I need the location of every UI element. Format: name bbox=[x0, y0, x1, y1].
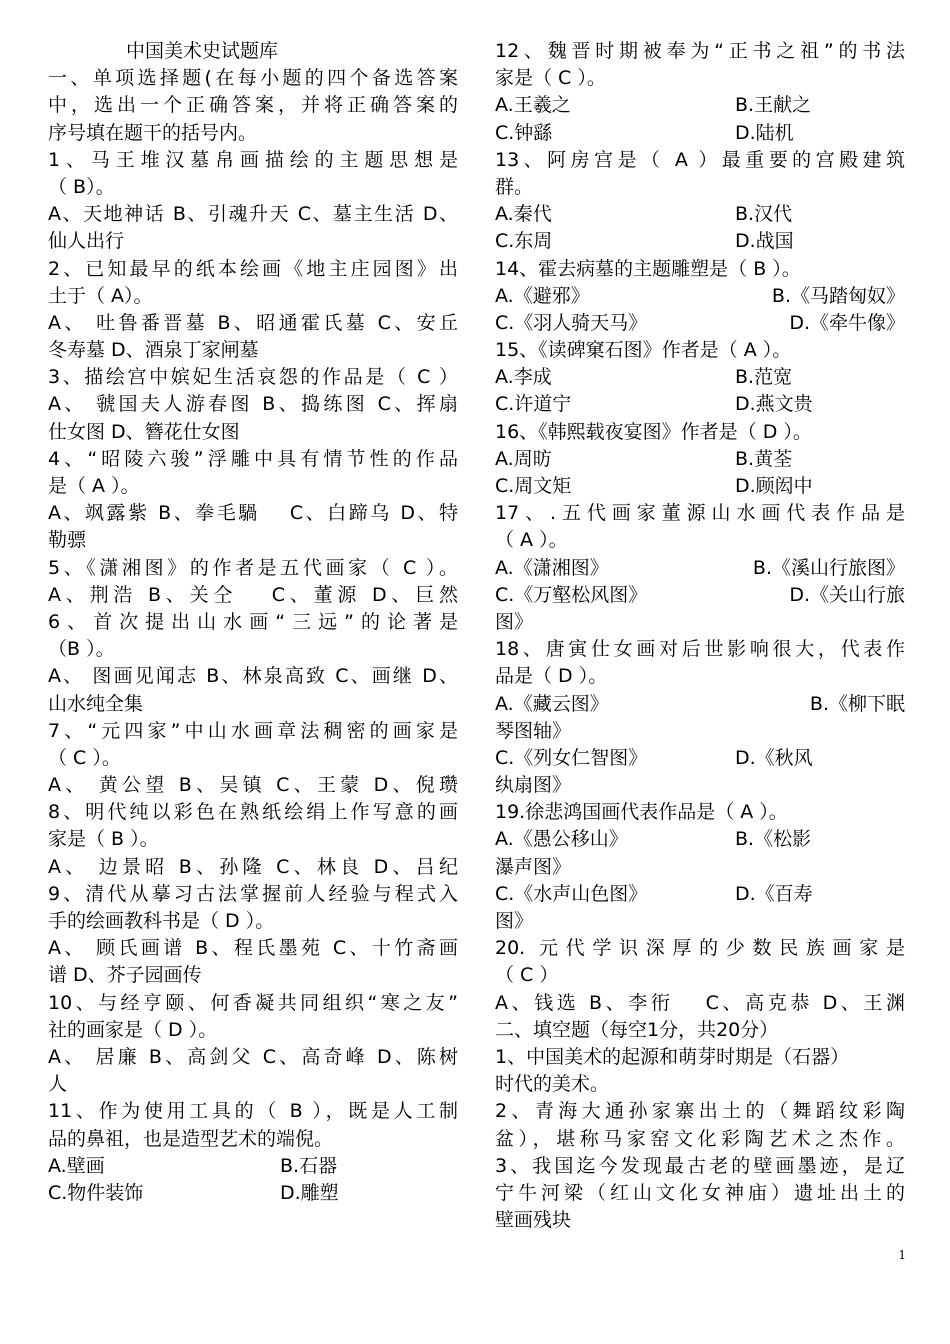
text-line: 宁牛河梁（红山文化女神庙）遗址出土的 bbox=[495, 1181, 905, 1204]
option-row bbox=[495, 92, 905, 119]
option-row bbox=[495, 310, 905, 337]
option-row bbox=[495, 582, 905, 609]
text-line: 8、明代纯以彩色在熟纸绘绢上作写意的画 bbox=[48, 801, 458, 824]
text-line: （ A ）。 bbox=[495, 529, 568, 552]
text-line: 品是（ D ）。 bbox=[495, 665, 608, 688]
text-line: （B ）。 bbox=[48, 638, 115, 661]
text-line: A、 边景昭 B、孙隆 C、林良 D、吕纪 bbox=[48, 855, 458, 878]
option-row bbox=[495, 446, 905, 473]
text-line: 山水纯全集 bbox=[48, 692, 144, 715]
text-line: 仙人出行 bbox=[48, 230, 125, 253]
option-text: C.《羽人骑天马》 bbox=[495, 311, 648, 334]
text-line: 19.徐悲鸿国画代表作品是（ A ）。 bbox=[495, 801, 788, 824]
text-line: 3、描绘宫中嫔妃生活哀怨的作品是（ C ） bbox=[48, 366, 458, 389]
option-row bbox=[495, 826, 905, 853]
option-text: A.王羲之 bbox=[495, 94, 571, 117]
option-text: C.《水声山色图》 bbox=[495, 882, 648, 905]
text-line: 纨扇图》 bbox=[495, 774, 572, 797]
option-text: D.《百寿 bbox=[735, 882, 813, 905]
text-line: 5、《潇湘图》的作者是五代画家（ C ）。 bbox=[48, 556, 458, 579]
option-text: A.《藏云图》 bbox=[495, 692, 609, 715]
text-line: A、 吐鲁番晋墓 B、昭通霍氏墓 C、安丘 bbox=[48, 311, 458, 334]
option-text: D.陆机 bbox=[735, 121, 794, 144]
option-row bbox=[495, 228, 905, 255]
text-line: 9、清代从摹习古法掌握前人经验与程式入 bbox=[48, 882, 458, 905]
option-text: C.东周 bbox=[495, 230, 553, 253]
option-row bbox=[495, 881, 905, 908]
option-text: C.钟繇 bbox=[495, 121, 553, 144]
option-text: B.王献之 bbox=[735, 94, 812, 117]
text-line: 3、我国迄今发现最古老的壁画墨迹，是辽 bbox=[495, 1154, 905, 1177]
text-line: 13、阿房宫是（ A ）最重要的宫殿建筑 bbox=[495, 148, 905, 171]
option-text: D.《牵牛像》 bbox=[789, 311, 905, 334]
option-row bbox=[495, 364, 905, 391]
text-line: 一、单项选择题(在每小题的四个备选答案 bbox=[48, 67, 458, 90]
option-text: B.《溪山行旅图》 bbox=[752, 556, 905, 579]
text-line: 18、唐寅仕女画对后世影响很大，代表作 bbox=[495, 638, 905, 661]
text-line: （ B）。 bbox=[48, 175, 115, 198]
option-text: D.《关山行旅 bbox=[789, 583, 905, 606]
text-line: （ C ）。 bbox=[48, 746, 121, 769]
text-line: 琴图轴》 bbox=[495, 719, 572, 742]
option-text: C.许道宁 bbox=[495, 393, 572, 416]
option-text: C.《万壑松风图》 bbox=[495, 583, 648, 606]
option-row bbox=[48, 1153, 348, 1180]
text-line: 盆），堪称马家窑文化彩陶艺术之杰作。 bbox=[495, 1127, 905, 1150]
text-line: 图》 bbox=[495, 910, 534, 932]
text-line: 时代的美术。 bbox=[495, 1073, 610, 1096]
text-line: 12、魏晋时期被奉为“正书之祖”的书法 bbox=[495, 40, 905, 62]
option-text: B.石器 bbox=[280, 1154, 338, 1177]
text-line: A、 顾氏画谱 B、程氏墨苑 C、十竹斋画 bbox=[48, 937, 458, 960]
text-line: A、 黄公望 B、吴镇 C、王蒙 D、倪瓒 bbox=[48, 774, 458, 797]
option-text: B.汉代 bbox=[735, 203, 793, 226]
text-line: （ C ） bbox=[495, 964, 559, 987]
text-line: 勒骠 bbox=[48, 529, 87, 552]
text-line: A、 图画见闻志 B、林泉高致 C、画继 D、 bbox=[48, 665, 458, 688]
text-line: 17、.五代画家董源山水画代表作品是 bbox=[495, 502, 905, 525]
text-line: 4、“昭陵六骏”浮雕中具有情节性的作品 bbox=[48, 447, 458, 470]
option-text: A.《避邪》 bbox=[495, 284, 590, 307]
text-line: 10、与经亨颐、何香凝共同组织“寒之友” bbox=[48, 991, 458, 1014]
text-line: 图》 bbox=[495, 610, 534, 633]
option-text: A.《愚公移山》 bbox=[495, 828, 628, 851]
text-line: 二、填空题（每空1分，共20分） bbox=[495, 1018, 779, 1041]
option-text: B.《柳下眠 bbox=[809, 692, 905, 715]
text-line: 谱 D、芥子园画传 bbox=[48, 964, 202, 987]
text-line: 土于（ A）。 bbox=[48, 284, 153, 307]
text-line: A、 居廉 B、高剑父 C、高奇峰 D、陈树 bbox=[48, 1045, 458, 1068]
text-line: 6、首次提出山水画“三远”的论著是 bbox=[48, 610, 458, 633]
option-text: D.雕塑 bbox=[280, 1181, 339, 1204]
text-line: 社的画家是（ D ）。 bbox=[48, 1018, 218, 1041]
option-row bbox=[495, 201, 905, 228]
option-text: B.黄荃 bbox=[735, 447, 793, 470]
option-row bbox=[495, 391, 905, 418]
text-line: 家是（ B ）。 bbox=[48, 828, 159, 851]
option-text: D.燕文贵 bbox=[735, 393, 813, 416]
option-text: A.秦代 bbox=[495, 203, 552, 226]
option-row bbox=[495, 555, 905, 582]
option-text: D.顾闳中 bbox=[735, 475, 813, 497]
text-line: 品的鼻祖，也是造型艺术的端倪。 bbox=[48, 1127, 334, 1150]
text-line: 家是（ C ）。 bbox=[495, 67, 606, 90]
text-line: 7、“元四家”中山水画章法稠密的画家是 bbox=[48, 719, 458, 742]
text-line: 瀑声图》 bbox=[495, 855, 572, 878]
text-line: 16、《韩熙载夜宴图》作者是（ D ）。 bbox=[495, 420, 812, 443]
option-text: A.壁画 bbox=[48, 1154, 105, 1177]
option-row bbox=[495, 745, 905, 772]
option-text: A.《潇湘图》 bbox=[495, 556, 609, 579]
option-text: B.《马踏匈奴》 bbox=[771, 284, 905, 307]
text-line: A、 虢国夫人游春图 B、捣练图 C、挥扇 bbox=[48, 393, 458, 416]
right-column bbox=[495, 38, 905, 1234]
text-line: 中，选出一个正确答案，并将正确答案的 bbox=[48, 94, 458, 117]
text-line: 15、《读碑窠石图》作者是（ A ）。 bbox=[495, 339, 792, 362]
text-line: 壁画残块 bbox=[495, 1209, 572, 1232]
text-line: 是（ A ）。 bbox=[48, 475, 140, 497]
option-text: D.战国 bbox=[735, 230, 794, 253]
left-column bbox=[48, 38, 458, 1207]
option-text: C.《列女仁智图》 bbox=[495, 746, 648, 769]
option-text: C.周文矩 bbox=[495, 475, 572, 497]
text-line: 冬寿墓 D、酒泉丁家闸墓 bbox=[48, 339, 259, 362]
text-line: 20. 元代学识深厚的少数民族画家是 bbox=[495, 937, 905, 960]
option-text: B.《松影 bbox=[735, 828, 812, 851]
option-row bbox=[495, 283, 905, 310]
text-line: A、钱选 B、李衎 C、高克恭 D、王渊 bbox=[495, 991, 905, 1014]
option-text: D.《秋风 bbox=[735, 746, 813, 769]
document-title: 中国美术史试题库 bbox=[126, 40, 279, 62]
text-line: A、飒露紫 B、拳毛騧 C、白蹄乌 D、特 bbox=[48, 502, 458, 525]
text-line: 人 bbox=[48, 1073, 68, 1096]
text-line: 1、马王堆汉墓帛画描绘的主题思想是 bbox=[48, 148, 458, 171]
text-line: 11、作为使用工具的（ B ），既是人工制 bbox=[48, 1100, 458, 1123]
text-line: 2、青海大通孙家寨出土的（舞蹈纹彩陶 bbox=[495, 1100, 905, 1123]
page-number: 1 bbox=[898, 1248, 906, 1262]
option-row bbox=[495, 120, 905, 147]
text-line: 群。 bbox=[495, 175, 534, 198]
text-line: 手的绘画教科书是（ D ）。 bbox=[48, 910, 275, 932]
option-text: A.李成 bbox=[495, 366, 552, 389]
text-line: 1、中国美术的起源和萌芽时期是（石器） bbox=[495, 1045, 850, 1068]
option-text: B.范宽 bbox=[735, 366, 793, 389]
option-text: C.物件装饰 bbox=[48, 1181, 144, 1204]
text-line: 仕女图 D、簪花仕女图 bbox=[48, 420, 240, 443]
text-line: 序号填在题干的括号内。 bbox=[48, 121, 258, 144]
text-line: 2、已知最早的纸本绘画《地主庄园图》出 bbox=[48, 257, 458, 280]
option-row bbox=[48, 1180, 348, 1207]
option-row bbox=[495, 473, 905, 500]
text-line: A、天地神话 B、引魂升天 C、墓主生活 D、 bbox=[48, 203, 458, 226]
option-row bbox=[495, 691, 905, 718]
text-line: A、荆浩 B、关仝 C、董源 D、巨然 bbox=[48, 583, 458, 606]
text-line: 14、霍去病墓的主题雕塑是（ B ）。 bbox=[495, 257, 801, 280]
option-text: A.周昉 bbox=[495, 447, 552, 470]
